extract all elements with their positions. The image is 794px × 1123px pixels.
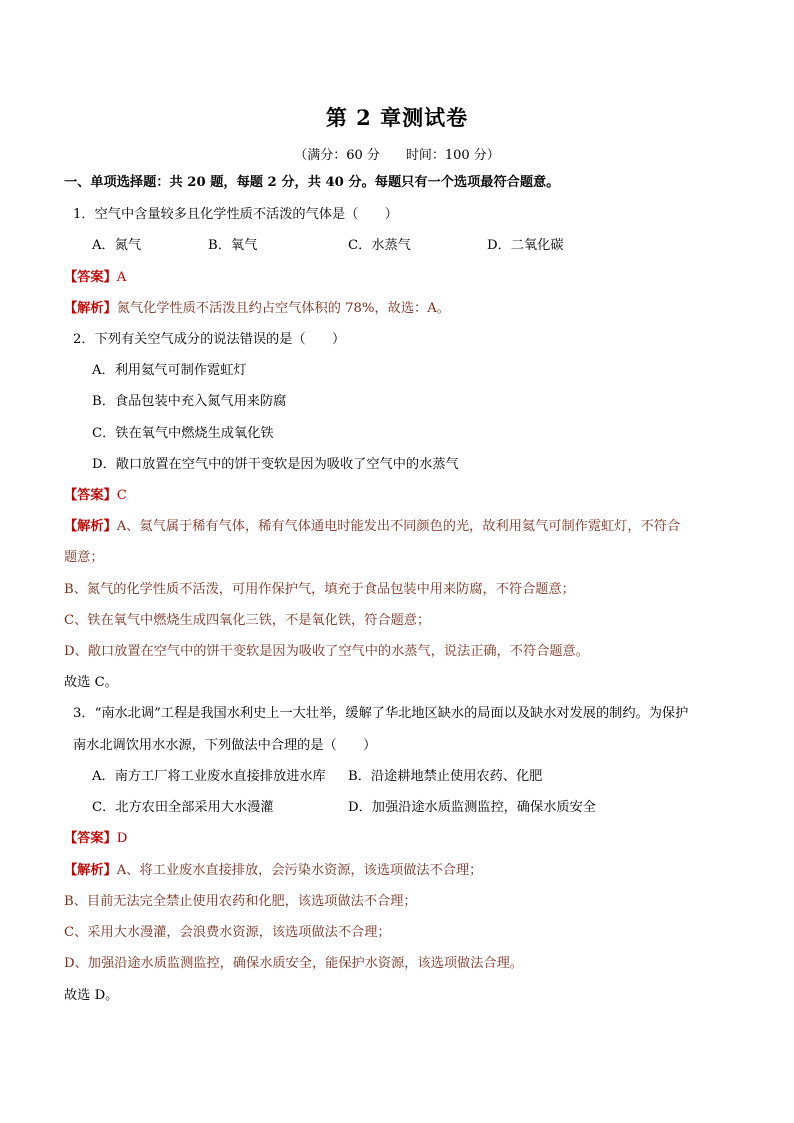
analysis-tag: 【解析】 [64,519,117,534]
page-title: 第 2 章测试卷 [325,105,469,130]
q3-option-a: A．南方工厂将工业废水直接排放进水库 [92,769,326,784]
q3-answer [64,829,127,849]
q3-option-d: D．加强沿途水质监测监控，确保水质安全 [348,800,596,815]
q1-option-c: C．水蒸气 [348,238,411,253]
q3-analysis-line-1 [64,861,482,881]
q2-option-d: D．敞口放置在空气中的饼干变软是因为吸收了空气中的水蒸气 [92,457,459,472]
q2-analysis-line-2: 题意； [64,550,104,565]
q2-analysis-line-4: C、铁在氧气中燃烧生成四氧化三铁，不是氧化铁，符合题意； [64,613,431,628]
answer-tag: 【答案】 [64,270,117,285]
q1-analysis [64,299,450,319]
q3-conclusion: 故选 D。 [64,988,119,1003]
q3-stem-line-1: 3．“南水北调”工程是我国水利史上一大壮举，缓解了华北地区缺水的局面以及缺水对发展的制约。为保护 [73,706,689,721]
q2-analysis-line-3: B、氮气的化学性质不活泼，可用作保护气，填充于食品包装中用来防腐，不符合题意； [64,582,575,597]
answer-value: D [116,831,128,846]
q2-answer [64,486,127,506]
q2-analysis-line-5: D、敞口放置在空气中的饼干变软是因为吸收了空气中的水蒸气，说法正确，不符合题意。 [64,644,589,659]
analysis-tag: 【解析】 [64,301,117,316]
analysis-text: A、氦气属于稀有气体，稀有气体通电时能发出不同颜色的光，故利用氦气可制作霓虹灯，不符合 [116,519,681,534]
analysis-text: A、将工业废水直接排放，会污染水资源，该选项做法不合理； [116,863,483,878]
q3-analysis-line-4: D、加强沿途水质监测监控，确保水质安全，能保护水资源，该选项做法合理。 [64,956,523,971]
q1-option-a: A．氮气 [92,238,142,253]
q1-answer [64,268,126,288]
q2-analysis-line-1 [64,517,680,537]
answer-tag: 【答案】 [64,831,117,846]
q1-option-d: D．二氧化碳 [487,238,564,253]
q2-conclusion: 故选 C。 [64,675,118,690]
q3-option-b: B．沿途耕地禁止使用农药、化肥 [348,769,543,784]
q3-analysis-line-2: B、目前无法完全禁止使用农药和化肥，该选项做法不合理； [64,894,417,909]
answer-tag: 【答案】 [64,488,117,503]
exam-info: （满分：60 分 时间：100 分） [294,148,500,163]
q2-option-b: B．食品包装中充入氮气用来防腐 [92,394,287,409]
q1-option-b: B．氧气 [208,238,258,253]
q2-stem: 2．下列有关空气成分的说法错误的是（ ） [73,332,346,347]
analysis-text: 氮气化学性质不活泼且约占空气体积的 78%，故选：A。 [116,301,450,316]
q3-analysis-line-3: C、采用大水漫灌，会浪费水资源，该选项做法不合理； [64,925,391,940]
answer-value: A [116,270,127,285]
q3-option-c: C．北方农田全部采用大水漫灌 [92,800,274,815]
q3-stem-line-2: 南水北调饮用水水源，下列做法中合理的是（ ） [73,738,377,753]
section-heading: 一、单项选择题：共 20 题，每题 2 分，共 40 分。每题只有一个选项最符合题意。 [64,175,560,190]
q2-option-a: A．利用氦气可制作霓虹灯 [92,363,247,378]
analysis-tag: 【解析】 [64,863,117,878]
q1-stem: 1．空气中含量较多且化学性质不活泼的气体是（ ） [73,207,398,222]
q2-option-c: C．铁在氧气中燃烧生成氧化铁 [92,426,274,441]
answer-value: C [116,488,127,503]
